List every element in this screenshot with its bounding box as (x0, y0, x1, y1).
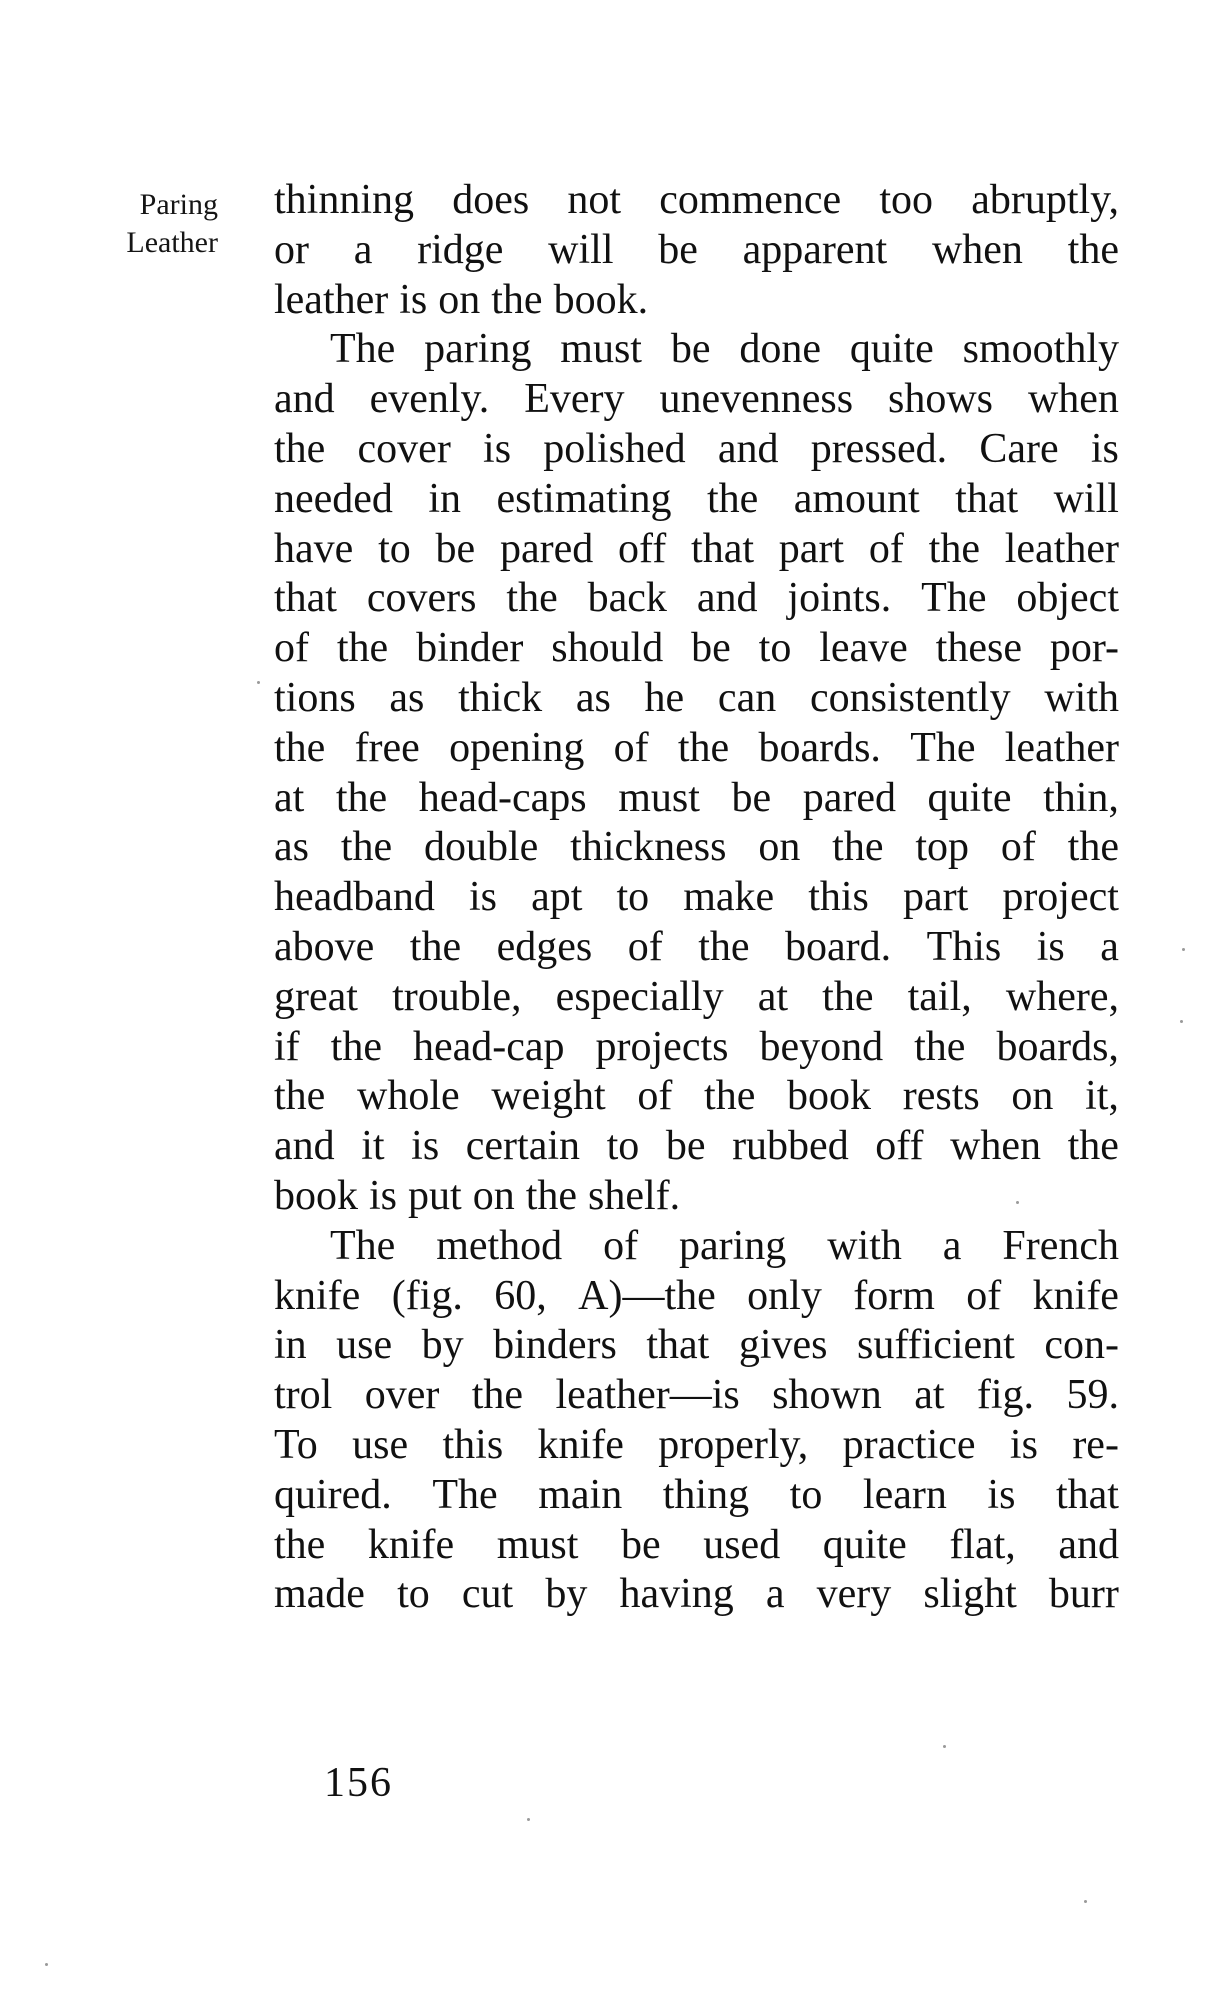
word: having (619, 1571, 734, 1618)
word: especially (555, 973, 724, 1020)
word: sufficient (856, 1322, 1015, 1369)
word: the (822, 973, 874, 1020)
word: on (1011, 1073, 1054, 1120)
word: por- (1049, 625, 1119, 672)
paper-speck (1084, 1900, 1087, 1903)
word: the (274, 1073, 326, 1120)
word: put (408, 1172, 462, 1219)
word: rubbed (732, 1123, 849, 1170)
word: of (613, 724, 649, 771)
text-line (274, 1321, 1119, 1371)
word: is (469, 874, 498, 921)
text-line (274, 425, 1119, 475)
margin-note-line-1: Paring (139, 188, 218, 221)
word: is (483, 425, 512, 472)
word: and (274, 1123, 335, 1170)
word: part (778, 525, 845, 572)
word: the (506, 575, 558, 622)
word: this (442, 1421, 504, 1468)
word: quired. (274, 1471, 392, 1518)
word: book (274, 1172, 358, 1219)
word: be (435, 525, 476, 572)
word: thing (662, 1471, 750, 1518)
word: that (691, 525, 755, 572)
paper-speck (527, 1818, 530, 1821)
word: the (330, 1023, 382, 1070)
text-line (274, 1122, 1119, 1172)
word: and (696, 575, 758, 622)
word: the (274, 724, 326, 771)
word: as (274, 824, 309, 871)
text-line (274, 1371, 1119, 1421)
word: be (691, 625, 731, 672)
word: to (606, 1123, 640, 1170)
word: that (646, 1322, 710, 1369)
word: form (853, 1272, 935, 1319)
word: paring (679, 1222, 787, 1269)
word: in (274, 1322, 307, 1369)
word: to (378, 525, 411, 572)
word: con- (1044, 1322, 1119, 1369)
word: a (353, 226, 373, 273)
word: consistently (809, 674, 1011, 721)
word: on (472, 1172, 515, 1219)
word: object (1016, 575, 1119, 622)
word: and (1058, 1521, 1119, 1568)
word: projects (595, 1023, 729, 1070)
word: Every (524, 376, 625, 423)
text-line (274, 624, 1119, 674)
word: needed (274, 475, 393, 522)
word: when (1027, 376, 1119, 423)
word: polished (543, 425, 686, 472)
text-line (274, 674, 1119, 724)
word: thick (458, 674, 543, 721)
word: the (491, 276, 543, 323)
word: is (987, 1471, 1016, 1518)
paper-speck (257, 681, 260, 684)
word: knife (537, 1421, 624, 1468)
word: shows (888, 376, 994, 423)
word: the (1067, 824, 1119, 871)
word: too (879, 177, 934, 223)
word: as (389, 674, 425, 721)
word: opening (449, 724, 585, 771)
word: the (274, 1521, 326, 1568)
text-line (274, 1172, 1119, 1222)
word: burr (1048, 1571, 1119, 1618)
paper-speck (1016, 1201, 1019, 1204)
word: of (868, 525, 904, 572)
word: when (931, 226, 1023, 273)
word: cut (461, 1571, 514, 1618)
word: have (274, 525, 354, 572)
word: must (496, 1521, 579, 1568)
word: be (658, 226, 698, 273)
word: on (758, 824, 801, 871)
word: the (274, 425, 326, 472)
word: 59. (1066, 1372, 1119, 1419)
word: done (739, 326, 821, 373)
text-line (274, 176, 1119, 226)
word: back (587, 575, 667, 622)
word: slight (923, 1571, 1017, 1618)
word: leave (819, 625, 908, 672)
word: fig. (976, 1372, 1035, 1419)
word: apparent (742, 226, 888, 273)
word: the (471, 1372, 524, 1419)
word: commence (659, 177, 842, 223)
text-line (274, 1421, 1119, 1471)
word: above (274, 923, 375, 970)
word: book. (553, 276, 649, 323)
word: at (757, 973, 789, 1020)
word: to (758, 625, 792, 672)
text-line (274, 1023, 1119, 1073)
word: off (618, 525, 667, 572)
word: unevenness (659, 376, 854, 423)
word: and (274, 376, 335, 423)
word: part (902, 874, 969, 921)
word: the (914, 1023, 966, 1070)
word: binder (416, 625, 524, 672)
word: the (1067, 226, 1119, 273)
word: re- (1072, 1421, 1119, 1468)
word: the (704, 1073, 756, 1120)
word: of (274, 625, 309, 672)
word: be (731, 774, 772, 821)
word: a (1100, 923, 1119, 970)
word: of (966, 1272, 1002, 1319)
word: is (411, 1123, 440, 1170)
word: 60, (494, 1272, 547, 1319)
word: To (274, 1421, 318, 1468)
word: over (364, 1372, 440, 1419)
word: these (935, 625, 1022, 672)
word: by (421, 1322, 464, 1369)
word: be (620, 1521, 661, 1568)
word: gives (738, 1322, 828, 1369)
word: leather (1004, 724, 1119, 771)
word: Care (979, 425, 1059, 472)
word: does (452, 177, 530, 223)
word: is (1090, 425, 1119, 472)
text-line (274, 1521, 1119, 1571)
word: the (928, 525, 980, 572)
word: is (1009, 1421, 1038, 1468)
word: when (950, 1123, 1042, 1170)
word: great (274, 973, 358, 1020)
word: use (352, 1421, 409, 1468)
word: must (560, 326, 642, 373)
word: whole (357, 1073, 460, 1120)
word: leather (1004, 525, 1119, 572)
text-line (274, 325, 1119, 375)
word: estimating (496, 475, 672, 522)
word: head-caps (418, 774, 587, 821)
text-line (274, 1072, 1119, 1122)
word: boards. (758, 724, 881, 771)
word: tions (274, 674, 356, 721)
word: by (545, 1571, 588, 1618)
word: This (926, 923, 1002, 970)
word: leather—is (555, 1372, 740, 1419)
word: with (1044, 674, 1119, 721)
word: to (789, 1471, 823, 1518)
word: evenly. (369, 376, 490, 423)
word: pared (802, 774, 896, 821)
word: free (354, 724, 420, 771)
word: shelf. (588, 1172, 681, 1219)
word: should (551, 625, 664, 672)
word: certain (465, 1123, 580, 1170)
word: French (1002, 1222, 1119, 1269)
word: of (1000, 824, 1036, 871)
word: rests (902, 1073, 980, 1120)
word: apt (531, 874, 583, 921)
word: use (336, 1322, 393, 1369)
word: thin, (1043, 774, 1119, 821)
word: binders (493, 1322, 617, 1369)
word: as (575, 674, 611, 721)
word: main (538, 1471, 623, 1518)
word: thickness (570, 824, 727, 871)
word: The (910, 724, 976, 771)
word: of (627, 923, 663, 970)
text-line (274, 1222, 1119, 1272)
word: at (914, 1372, 945, 1419)
word: paring (424, 326, 532, 373)
text-line (274, 774, 1119, 824)
word: not (567, 177, 622, 223)
word: it, (1085, 1073, 1119, 1120)
word: pared (499, 525, 594, 572)
word: in (428, 475, 462, 522)
word: quite (849, 326, 934, 373)
word: trouble, (392, 973, 522, 1020)
word: be (665, 1123, 706, 1170)
word: beyond (759, 1023, 884, 1070)
word: boards, (996, 1023, 1119, 1070)
word: the (706, 475, 759, 522)
word: only (747, 1272, 822, 1319)
word: the (336, 625, 389, 672)
word: knife (367, 1521, 455, 1568)
text-line (274, 375, 1119, 425)
word: will (548, 226, 614, 273)
word: A)—the (578, 1272, 716, 1319)
text-line (274, 823, 1119, 873)
margin-note (100, 186, 218, 262)
word: practice (842, 1421, 976, 1468)
text-line (274, 226, 1119, 276)
word: that (274, 575, 337, 622)
word: it (361, 1123, 385, 1170)
word: to (616, 874, 650, 921)
word: or (274, 226, 309, 273)
word: he (644, 674, 685, 721)
paper-speck (1182, 948, 1185, 951)
word: (fig. (391, 1272, 463, 1319)
word: The (330, 326, 396, 373)
text-line (274, 873, 1119, 923)
text-line (274, 1471, 1119, 1521)
word: joints. (787, 575, 892, 622)
word: the (1067, 1123, 1119, 1170)
word: a (765, 1571, 785, 1618)
word: thinning (274, 177, 415, 223)
word: The (921, 575, 987, 622)
word: headband (274, 874, 435, 921)
word: is (1036, 923, 1065, 970)
word: must (618, 774, 700, 821)
word: a (942, 1222, 962, 1269)
paper-speck (45, 1963, 48, 1966)
word: amount (793, 475, 920, 522)
word: on (438, 276, 481, 323)
word: this (808, 874, 869, 921)
word: quite (927, 774, 1012, 821)
word: ridge (417, 226, 504, 273)
word: flat, (949, 1521, 1016, 1568)
word: to (397, 1571, 430, 1618)
word: where, (1005, 973, 1119, 1020)
text-line (274, 1272, 1119, 1322)
word: of (603, 1222, 639, 1269)
word: very (816, 1571, 892, 1618)
word: the (698, 923, 750, 970)
word: of (637, 1073, 673, 1120)
text-line (274, 574, 1119, 624)
word: used (703, 1521, 781, 1568)
word: that (1056, 1471, 1119, 1518)
word: pressed. (810, 425, 948, 472)
word: at (274, 774, 305, 821)
word: make (683, 874, 775, 921)
word: the (832, 824, 884, 871)
word: trol (274, 1372, 333, 1419)
word: off (875, 1123, 924, 1170)
word: knife (1032, 1272, 1119, 1319)
word: board. (784, 923, 892, 970)
word: leather (274, 276, 389, 323)
word: and (717, 425, 779, 472)
word: The (330, 1222, 396, 1269)
word: top (915, 824, 969, 871)
text-line (274, 1570, 1119, 1620)
word: can (717, 674, 777, 721)
paper-speck (943, 1745, 946, 1748)
word: will (1053, 475, 1119, 522)
paper-speck (1180, 1020, 1183, 1023)
text-line (274, 973, 1119, 1023)
word: the (409, 923, 462, 970)
word: project (1002, 874, 1119, 921)
word: that (955, 475, 1019, 522)
margin-note-line-2: Leather (126, 226, 218, 259)
word: cover (357, 425, 451, 472)
word: be (670, 326, 711, 373)
word: the (335, 774, 388, 821)
word: edges (496, 923, 593, 970)
word: weight (491, 1073, 606, 1120)
text-line (274, 276, 1119, 326)
word: The (432, 1471, 498, 1518)
word: the (525, 1172, 577, 1219)
word: head-cap (412, 1023, 565, 1070)
word: is (369, 1172, 398, 1219)
word: made (274, 1571, 365, 1618)
word: if (274, 1023, 300, 1070)
word: with (827, 1222, 902, 1269)
body-text (274, 176, 1119, 1620)
word: tail, (907, 973, 972, 1020)
word: is (399, 276, 428, 323)
word: book (787, 1073, 872, 1120)
word: learn (862, 1471, 947, 1518)
word: double (424, 824, 539, 871)
text-line (274, 724, 1119, 774)
word: smoothly (962, 326, 1119, 373)
word: method (436, 1222, 563, 1269)
word: covers (366, 575, 477, 622)
word: abruptly, (971, 177, 1119, 223)
text-line (274, 475, 1119, 525)
word: the (677, 724, 730, 771)
word: the (340, 824, 393, 871)
text-line (274, 923, 1119, 973)
page-number: 156 (324, 1760, 393, 1806)
text-line (274, 525, 1119, 575)
word: quite (822, 1521, 907, 1568)
word: properly, (658, 1421, 809, 1468)
word: shown (772, 1372, 882, 1419)
word: knife (274, 1272, 361, 1319)
